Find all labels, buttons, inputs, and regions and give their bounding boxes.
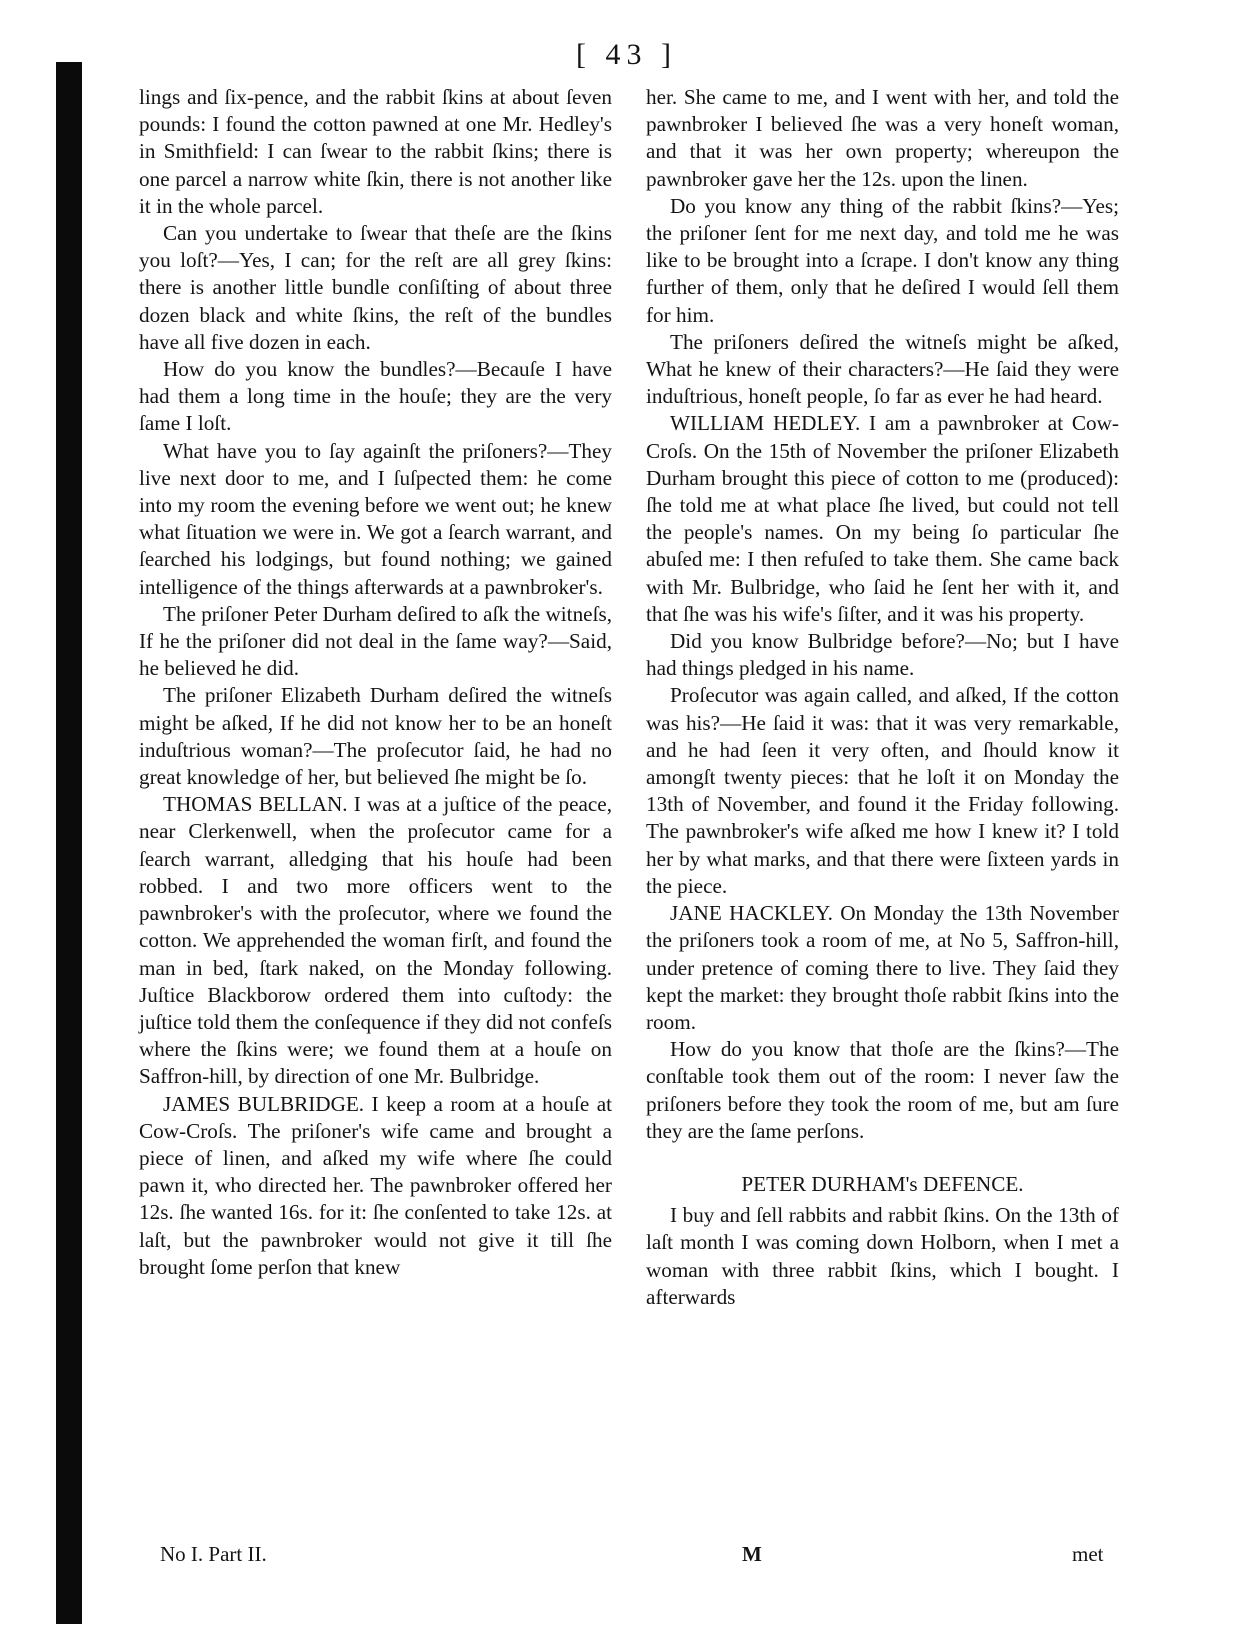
paragraph: Proſecutor was again called, and aſked, If the cotton was his?—He ſaid it was: that it was very remarkable, and he had ſeen it very often, and ſhould know it amongſt twenty pieces: that he loſt it on Monday the 13th of November, and found it the Friday following. The pawnbroker's wife aſked me how I knew it? I told her by what marks, and that there were ſixteen yards in the piece. — [646, 683, 1119, 898]
left-column — [139, 84, 612, 1281]
footer-signature-mark: M — [742, 1542, 762, 1566]
defence-heading: PETER DURHAM's DEFENCE. — [741, 1171, 1024, 1196]
paragraph: JAMES BULBRIDGE. I keep a room at a houſe at Cow-Croſs. The priſoner's wife came and brought a piece of linen, and aſked my wife where ſhe could pawn it, who directed her. The pawnbroker offered her 12s. ſhe wanted 16s. for it: ſhe conſented to take 12s. at laſt, but the pawnbroker would not give it till ſhe brought ſome perſon that knew — [139, 1091, 612, 1279]
paragraph: Do you know any thing of the rabbit ſkins?—Yes; the priſoner ſent for me next day, and told me he was like to be brought into a ſcrape. I don't know any thing further of them, only that he deſired I would ſell them for him. — [646, 193, 1119, 327]
paragraph: Can you undertake to ſwear that theſe are the ſkins you loſt?—Yes, I can; for the reſt are all grey ſkins: there is another little bundle conſiſting of about three dozen black and white ſkins, the reſt of the bundles have all five dozen in each. — [139, 221, 612, 354]
right-column — [646, 84, 1119, 1311]
paragraph: THOMAS BELLAN. I was at a juſtice of the peace, near Clerkenwell, when the proſecutor came for a ſearch warrant, alledging that his houſe had been robbed. I and two more officers went to the pawnbroker's with the proſecutor, where we found the cotton. We apprehended the woman firſt, and found the man in bed, ſtark naked, on the Monday following. Juſtice Blackborow ordered them into cuſtody: the juſtice told them the conſequence if they did not confeſs where the ſkins were; we found them at a houſe on Saffron-hill, by direction of one Mr. Bulbridge. — [139, 792, 612, 1089]
paragraph: What have you to ſay againſt the priſoners?—They live next door to me, and I ſuſpected them: he come into my room the evening before we went out; he knew what ſituation we were in. We got a ſearch warrant, and ſearched his lodgings, but found nothing; we gained intelligence of the things afterwards at a pawnbroker's. — [139, 438, 612, 599]
paragraph: How do you know that thoſe are the ſkins?—The conſtable took them out of the room: I never ſaw the priſoners before they took the room of me, but am ſure they are the ſame perſons. — [646, 1037, 1119, 1143]
paragraph: The priſoner Peter Durham deſired to aſk the witneſs, If he the priſoner did not deal in the ſame way?—Said, he believed he did. — [139, 601, 612, 681]
paragraph: The priſoner Elizabeth Durham deſired the witneſs might be aſked, If he did not know her to be an honeſt induſtrious woman?—The proſecutor ſaid, he had no great knowledge of her, but believed ſhe might be ſo. — [139, 683, 612, 790]
page-number: [ 43 ] — [576, 38, 677, 71]
paragraph: her. She came to me, and I went with her, and told the pawnbroker I believed ſhe was a very honeſt woman, and that it was her own property; whereupon the pawnbroker gave her the 12s. upon the linen. — [646, 85, 1119, 191]
paragraph: How do you know the bundles?—Becauſe I have had them a long time in the houſe; they are the very ſame I loſt. — [139, 357, 612, 436]
footer-number-part: No I. Part II. — [160, 1542, 267, 1566]
paragraph: Did you know Bulbridge before?—No; but I have had things pledged in his name. — [646, 629, 1119, 681]
paragraph: lings and ſix-pence, and the rabbit ſkins at about ſeven pounds: I found the cotton pawned at one Mr. Hedley's in Smithfield: I can ſwear to the rabbit ſkins; there is one parcel a narrow white ſkin, there is not another like it in the whole parcel. — [139, 85, 612, 218]
paragraph: WILLIAM HEDLEY. I am a pawnbroker at Cow-Croſs. On the 15th of November the priſoner Elizabeth Durham brought this piece of cotton to me (produced): ſhe told me at what place ſhe lived, but could not tell the people's names. On my being ſo particular ſhe abuſed me: I then refuſed to take them. She came back with Mr. Bulbridge, who ſaid he ſent her with it, and that ſhe was his wife's ſiſter, and it was his property. — [646, 411, 1119, 626]
defence-paragraph: I buy and ſell rabbits and rabbit ſkins. On the 13th of laſt month I was coming down Holborn, when I met a woman with three rabbit ſkins, which I bought. I afterwards — [646, 1203, 1119, 1309]
footer-catchword: met — [1072, 1542, 1104, 1566]
paragraph: JANE HACKLEY. On Monday the 13th November the priſoners took a room of me, at No 5, Saffron-hill, under pretence of coming there to live. They ſaid they kept the market: they brought thoſe rabbit ſkins into the room. — [646, 901, 1119, 1034]
page-binding-edge — [56, 62, 82, 1624]
paragraph: The priſoners deſired the witneſs might be aſked, What he knew of their characters?—He ſaid they were induſtrious, honeſt people, ſo far as ever he had heard. — [646, 329, 1119, 409]
